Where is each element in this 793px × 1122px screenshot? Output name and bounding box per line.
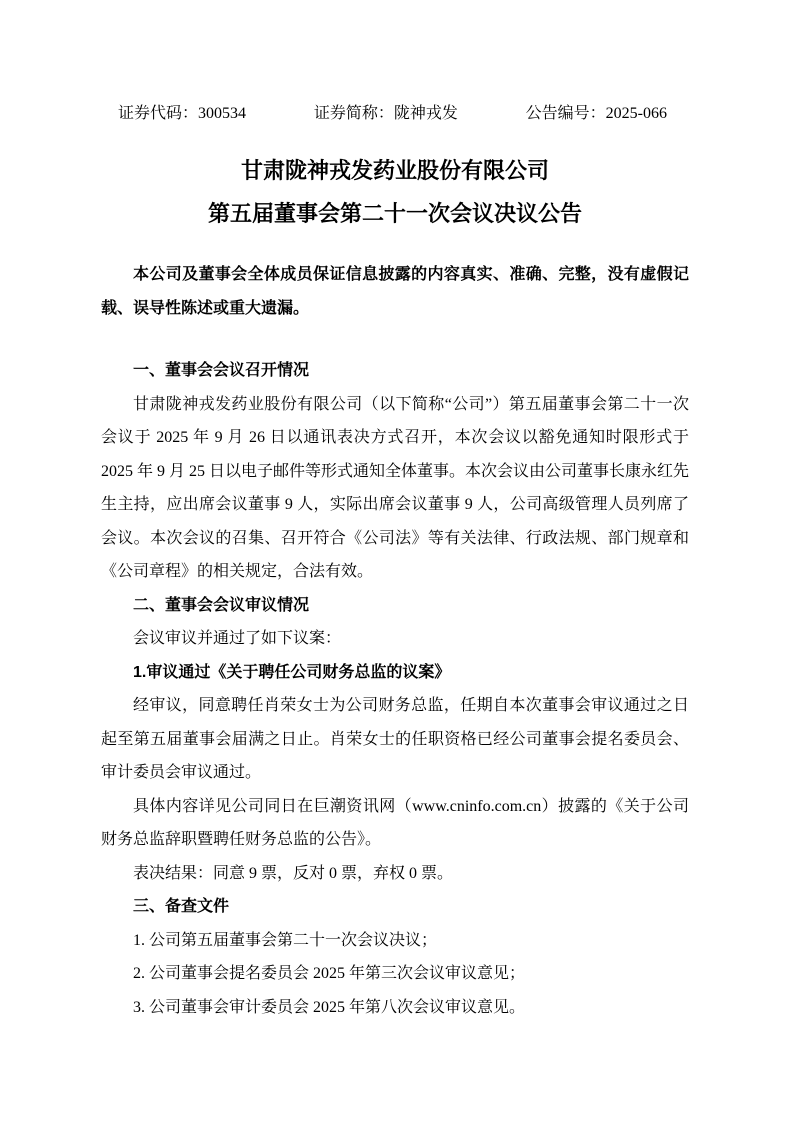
disclaimer-statement: 本公司及董事会全体成员保证信息披露的内容真实、准确、完整，没有虚假记载、误导性陈述或重大遗漏。: [101, 266, 689, 317]
section-1-paragraph: 甘肃陇神戎发药业股份有限公司（以下简称“公司”）第五届董事会第二十一次会议于 2025 年 9 月 26 日以通讯表决方式召开，本次会议以豁免通知时限形式于 2025 年 9 月 25 日以电子邮件等形式通知全体董事。本次会议由公司董事长康永红先生主持，应出席会议董事 9 人，实际出席会议董事 9 人，公司高级管理人员列席了会议。本次会议的召集、召开符合《公司法》等有关法律、行政法规、部门规章和《公司章程》的相关规定，合法有效。: [101, 395, 690, 580]
document-content: [101, 103, 689, 1024]
company-name-title: 甘肃陇神戎发药业股份有限公司: [240, 158, 549, 183]
stock-code-label: 证券代码：300534: [118, 105, 247, 122]
reference-document-item-1: 1. 公司第五届董事会第二十一次会议决议；: [133, 931, 438, 949]
proposal-1-title: 1.审议通过《关于聘任公司财务总监的议案》: [133, 663, 451, 681]
announcement-title: 第五届董事会第二十一次会议决议公告: [207, 201, 582, 226]
reference-document-item-3: 3. 公司董事会审计委员会 2025 年第八次会议审议意见。: [133, 998, 526, 1016]
stock-name-label: 证券简称：陇神戎发: [313, 105, 458, 122]
proposal-1-paragraph-2: 具体内容详见公司同日在巨潮资讯网（www.cninfo.com.cn）披露的《关于公司财务总监辞职暨聘任财务总监的公告》。: [101, 797, 689, 848]
announcement-number-label: 公告编号：2025-066: [525, 105, 667, 122]
vote-result-line: 表决结果：同意 9 票，反对 0 票，弃权 0 票。: [133, 864, 454, 882]
section-2-heading: 二、董事会会议审议情况: [133, 596, 310, 614]
section-1-heading: 一、董事会会议召开情况: [133, 362, 310, 379]
proposal-1-paragraph-1: 经审议，同意聘任肖荣女士为公司财务总监，任期自本次董事会审议通过之日起至第五届董事会届满之日止。肖荣女士的任职资格已经公司董事会提名委员会、审计委员会审议通过。: [101, 697, 689, 781]
document-body: [101, 354, 689, 1024]
section-3-heading: 三、备查文件: [133, 898, 230, 915]
document-header-row: [118, 103, 667, 125]
section-2-intro: 会议审议并通过了如下议案：: [133, 630, 342, 647]
reference-document-item-2: 2. 公司董事会提名委员会 2025 年第三次会议审议意见；: [133, 965, 526, 982]
